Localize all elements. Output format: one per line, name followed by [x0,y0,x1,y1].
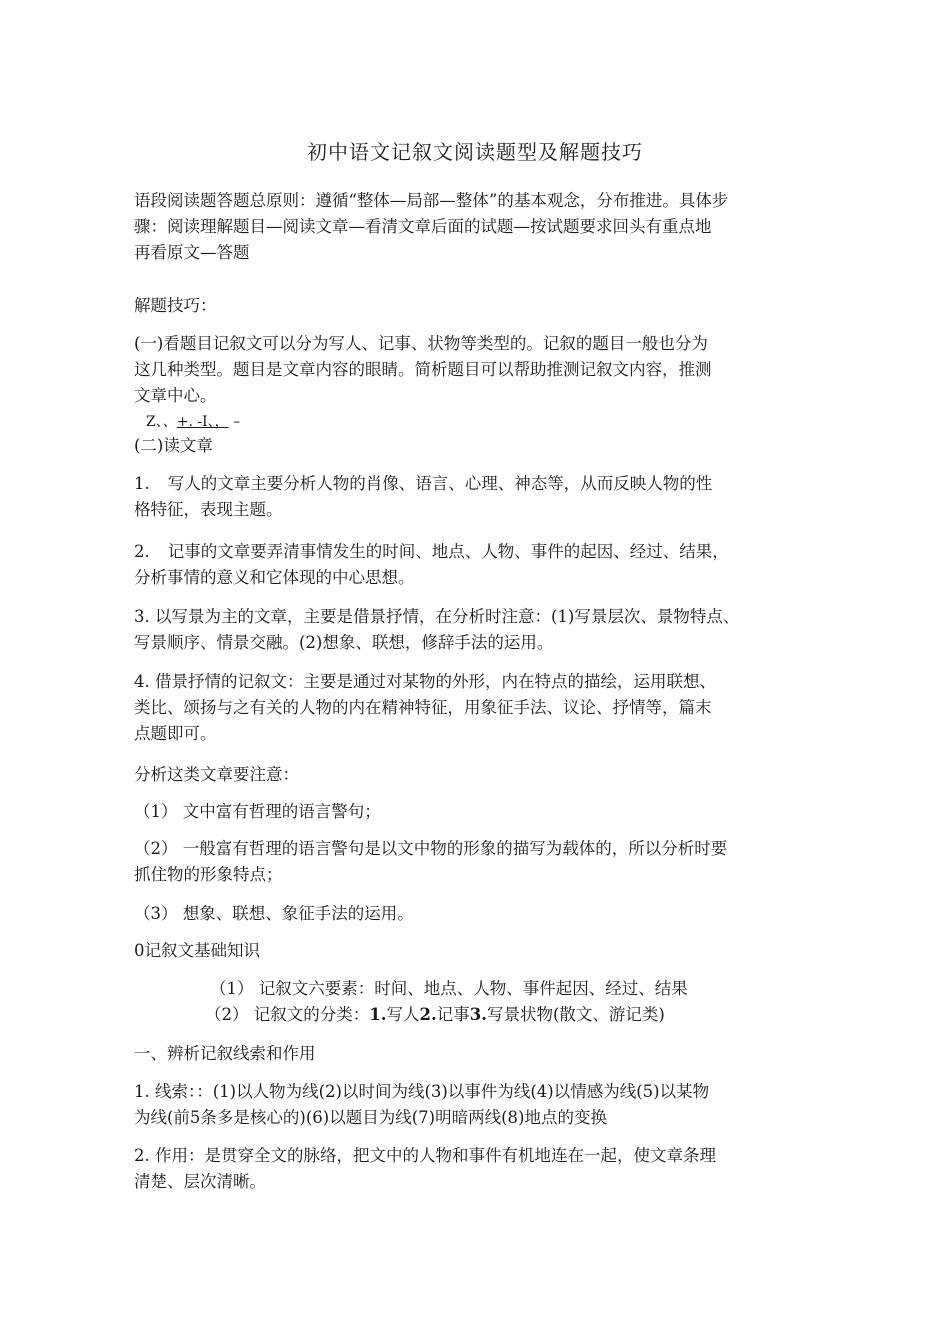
item-number: 2. [134,542,150,561]
analysis-heading: 分析这类文章要注意： [134,765,299,784]
text-line: 文章中心。 [134,386,217,405]
text-line: 语段阅读题答题总原则：遵循“整体—局部—整体”的基本观念，分布推进。具体步 [134,191,729,210]
text-line: 4. 借景抒情的记叙文：主要是通过对某物的外形，内在特点的描绘，运用联想、 [134,672,716,691]
text-line: 骤：阅读理解题目—阅读文章—看清文章后面的试题—按试题要求回头有重点地 [134,217,712,236]
basic-2-num-2: 2. [419,1005,437,1024]
text-line: 抓住物的形象特点； [134,865,283,884]
text-line: 这几种类型。题目是文章内容的眼睛。简析题目可以帮助推测记叙文内容，推测 [134,360,712,379]
text-line: 3. 以写景为主的文章，主要是借景抒情，在分析时注意：(1)写景层次、景物特点、 [134,607,740,626]
basics-heading: 0记叙文基础知识 [134,941,260,960]
text-line: 写景顺序、情景交融。(2)想象、联想，修辞手法的运用。 [134,633,554,652]
basic-1: （1） 记叙文六要素：时间、地点、人物、事件起因、经过、结果 [210,979,688,998]
item-text: 记事的文章要弄清事情发生的时间、地点、人物、事件的起因、经过、结果， [167,542,729,561]
basic-2-num-1: 1. [369,1005,387,1024]
text-line: 清楚、层次清晰。 [134,1172,266,1191]
clue-heading: 一、辨析记叙线索和作用 [134,1044,316,1063]
text-line: 再看原文—答题 [134,243,250,262]
page-title: 初中语文记叙文阅读题型及解题技巧 [307,140,643,164]
text-line: 点题即可。 [134,724,217,743]
text-line: 类比、颂扬与之有关的人物的内在精神特征，用象征手法、议论、抒情等，篇末 [134,698,712,717]
basic-2-prefix: （2） 记叙文的分类： [205,1005,370,1024]
note-3: （3） 想象、联想、象征手法的运用。 [134,904,414,923]
section-1-paragraph [134,331,834,409]
basic-2-text-3: 写景状物(散文、游记类) [486,1005,665,1024]
item-text: 写人的文章主要分析人物的肖像、语言、心理、神态等，从而反映人物的性 [167,474,713,493]
text-line: （2） 一般富有哲理的语言警句是以文中物的形象的描写为载体的，所以分析时要 [134,839,728,858]
basic-2-text-1: 写人 [386,1005,420,1024]
text-line: 1. 线索：：(1)以人物为线(2)以时间为线(3)以事件为线(4)以情感为线(5)以某物 [134,1082,710,1101]
text-line [134,471,834,497]
basic-2 [205,1002,905,1028]
item-number: 1. [134,474,150,493]
basic-2-num-3: 3. [469,1005,487,1024]
text-line: 2. 作用：是贯穿全文的脉络，把文中的人物和事件有机地连在一起，使文章条理 [134,1146,716,1165]
text-line: 分析事情的意义和它体现的中心思想。 [134,568,415,587]
section-2-heading: (二)读文章 [134,436,213,455]
item-4-paragraph [134,669,834,747]
text-line: 为线(前5条多是核心的)(6)以题目为线(7)明暗两线(8)地点的变换 [134,1108,607,1127]
principle-paragraph [134,188,834,266]
garble-a: Z、、 [146,414,177,430]
text-line [134,539,834,565]
item-2-paragraph [134,539,834,591]
text-line: (一)看题目记叙文可以分为写人、记事、状物等类型的。记叙的题目一般也分为 [134,334,708,353]
item-3-paragraph [134,604,834,656]
garbled-artifact-text [146,413,240,431]
garble-c: – [228,414,241,430]
basic-2-text-2: 记事 [436,1005,470,1024]
note-1: （1） 文中富有哲理的语言警句； [134,802,381,821]
clue-2-paragraph [134,1143,834,1195]
clue-1-paragraph [134,1079,834,1131]
tips-heading: 解题技巧： [134,296,217,315]
text-line: 格特征，表现主题。 [134,500,283,519]
note-2-paragraph [134,836,834,888]
garble-b: +. -I、， [176,414,229,430]
item-1-paragraph [134,471,834,523]
